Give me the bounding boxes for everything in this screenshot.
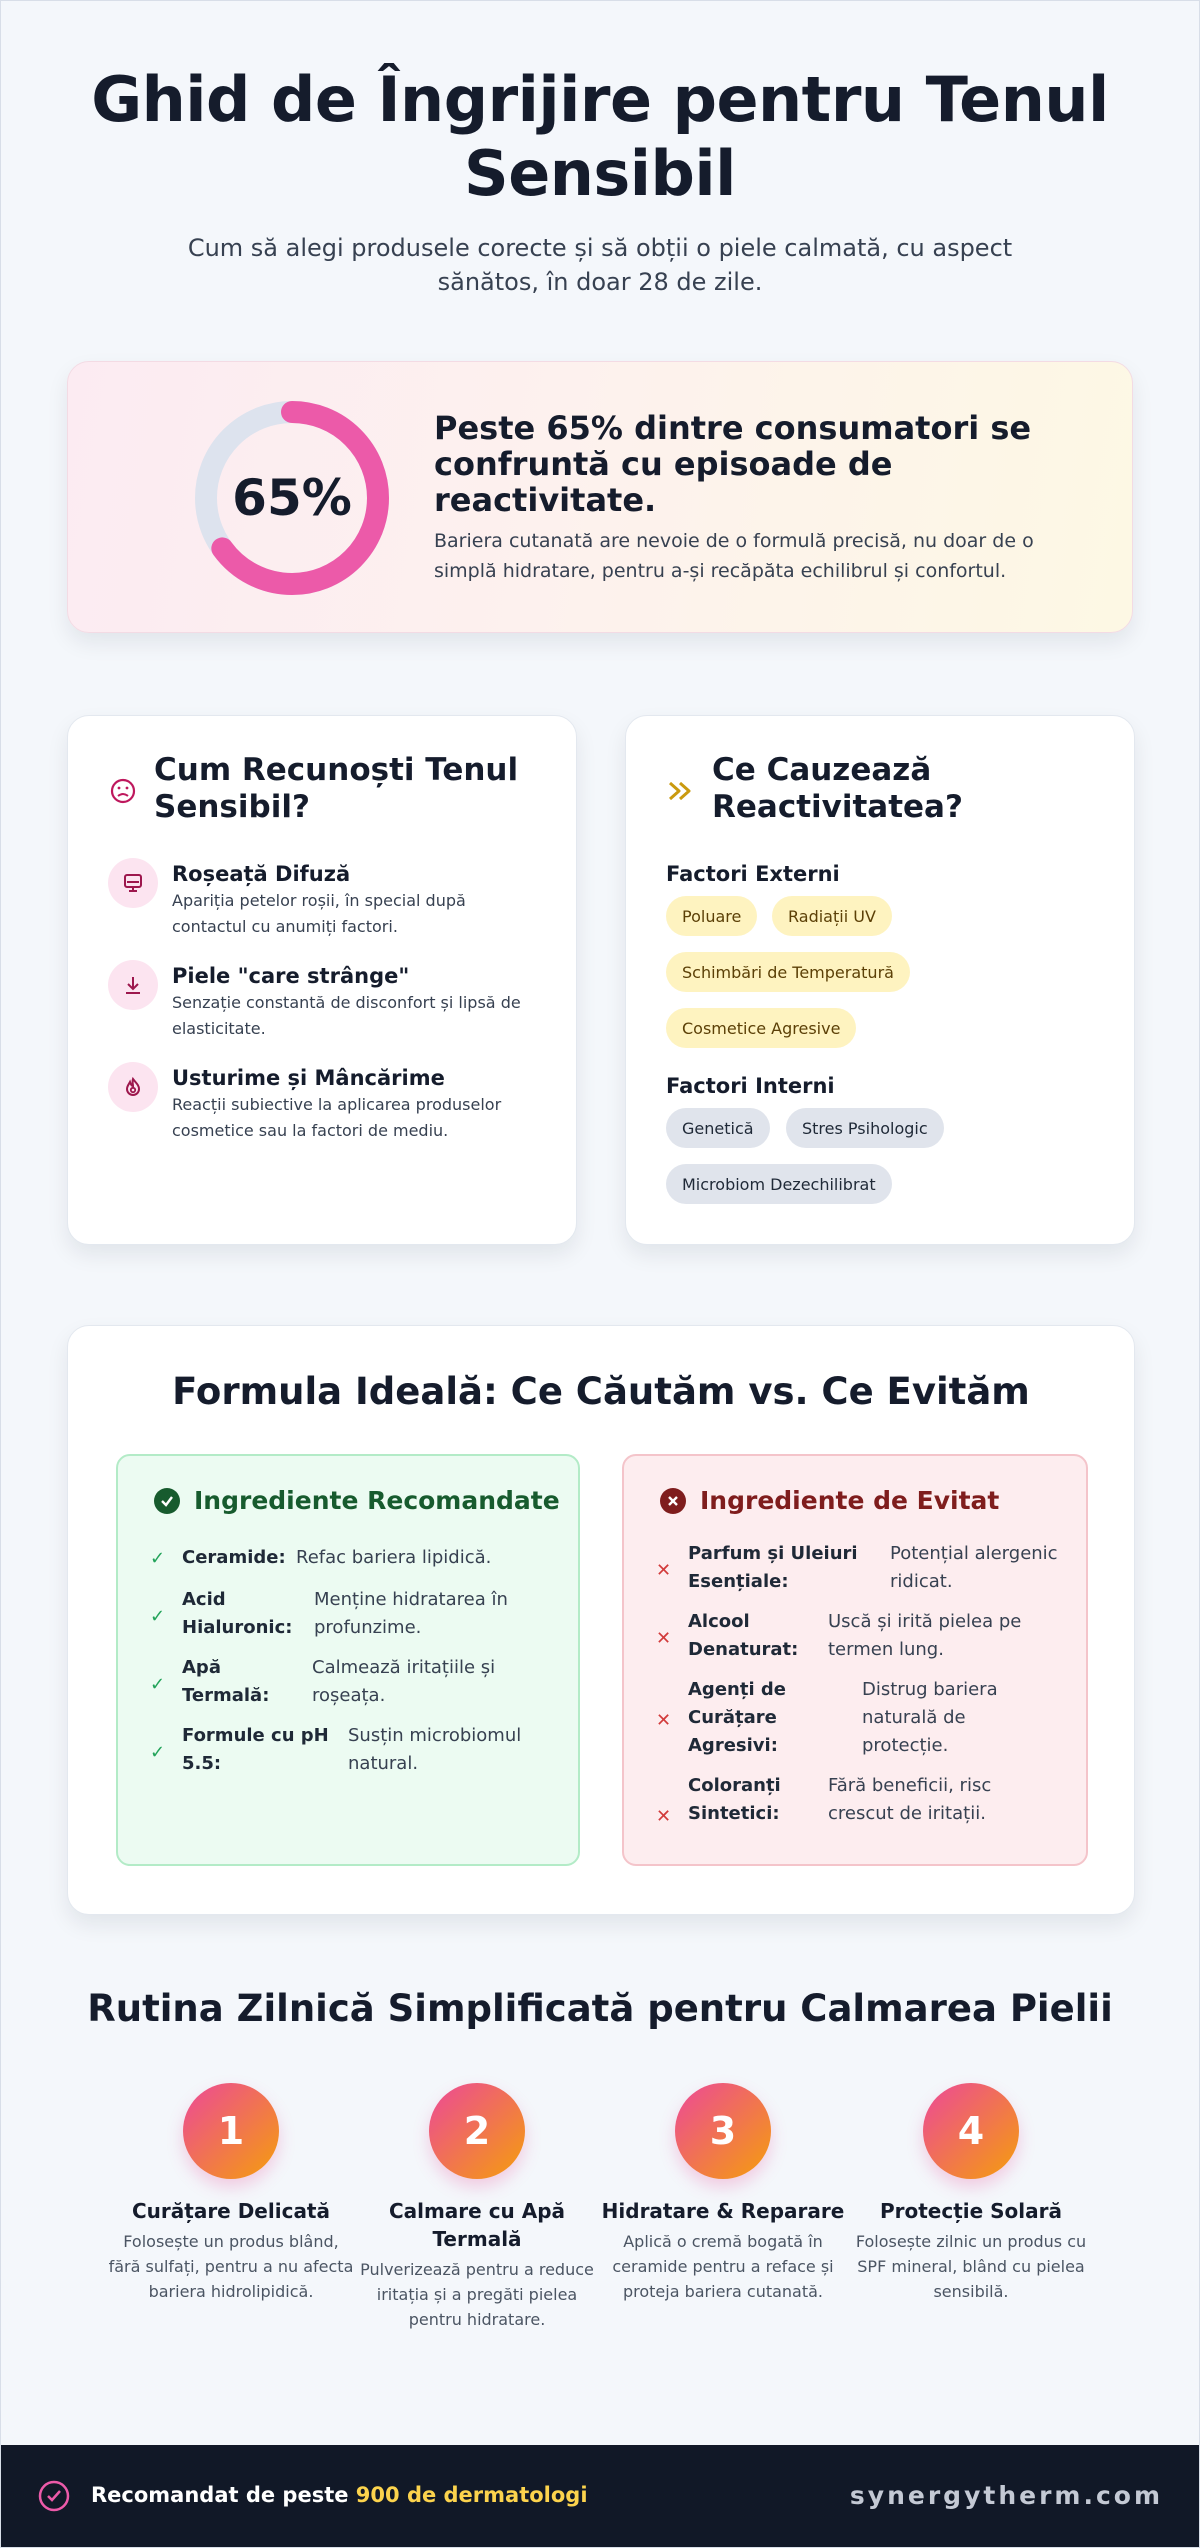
factor-chip: Microbiom Dezechilibrat	[666, 1164, 892, 1204]
symptom-desc: Apariția petelor roșii, în special după contactul cu anumiți factori.	[172, 891, 466, 936]
symptom-title: Piele "care strânge"	[172, 964, 410, 988]
step-desc: Folosește zilnic un produs cu SPF mineral, blând cu pielea sensibilă.	[855, 2232, 1087, 2301]
ingredient-term: Agenți de Curățare Agresivi:	[688, 1679, 786, 1756]
ingredient-term: Acid Hialuronic:	[182, 1589, 293, 1638]
factor-chip: Stres Psihologic	[786, 1108, 944, 1148]
footer	[1, 2445, 1199, 2547]
ingredient-term: Coloranți Sintetici:	[688, 1775, 781, 1824]
check-circle-icon	[154, 1488, 180, 1514]
x-icon: ✕	[656, 1710, 672, 1731]
step-number: 2	[429, 2083, 525, 2179]
internal-factors-heading: Factori Interni	[666, 1074, 835, 1098]
step-title: Protecție Solară	[879, 2199, 1063, 2223]
donut-percent-label: 65%	[232, 469, 352, 527]
check-icon: ✓	[150, 1742, 166, 1763]
factor-chip: Cosmetice Agresive	[666, 1008, 856, 1048]
ingredient-term: Ceramide:	[182, 1547, 286, 1568]
badge-check-icon	[37, 2479, 71, 2513]
stat-body: Bariera cutanată are nevoie de o formulă precisă, nu doar de o simplă hidratare, pentru a-și recăpăta echilibrul și confortul.	[434, 530, 1034, 582]
formula-section	[67, 1325, 1135, 1915]
x-circle-icon	[660, 1488, 686, 1514]
page-title: Ghid de Îngrijire pentru Tenul Sensibil	[91, 63, 1109, 210]
ingredient-def: Refac bariera lipidică.	[296, 1547, 492, 1568]
symptom-title: Roșeață Difuză	[172, 862, 351, 886]
factor-chip: Schimbări de Temperatură	[666, 952, 910, 992]
recommended-panel	[116, 1454, 580, 1866]
step-desc: Folosește un produs blând, fără sulfați, pentru a nu afecta bariera hidrolipidică.	[108, 2232, 354, 2301]
avoid-title: Ingrediente de Evitat	[700, 1486, 1000, 1515]
step-title: Curățare Delicată	[131, 2199, 330, 2223]
double-chevron-icon	[666, 776, 696, 806]
symptom-title: Usturime și Mâncărime	[172, 1066, 445, 1090]
step-number: 4	[923, 2083, 1019, 2179]
symptoms-card	[67, 715, 577, 1245]
x-icon: ✕	[656, 1560, 672, 1581]
stat-headline: Peste 65% dintre consumatori se confruntă cu episoade de reactivitate.	[434, 409, 1032, 519]
infographic-page	[1, 1, 1199, 2547]
step-number: 1	[183, 2083, 279, 2179]
recommendation-prefix: Recomandat de peste	[91, 2483, 356, 2507]
ingredient-term: Parfum și Uleiuri Esențiale:	[688, 1543, 858, 1592]
dermatologist-count: 900 de dermatologi	[355, 2483, 588, 2507]
factor-chip: Genetică	[666, 1108, 770, 1148]
check-icon: ✓	[150, 1674, 166, 1695]
burning-icon	[108, 1062, 158, 1112]
symptom-desc: Reacții subiective la aplicarea produselor cosmetice sau la factori de mediu.	[172, 1095, 502, 1140]
ingredient-def: Susțin microbiomul natural.	[348, 1725, 522, 1774]
ingredient-def: Fără beneficii, risc crescut de iritații.	[828, 1775, 992, 1824]
x-icon: ✕	[656, 1806, 672, 1827]
causes-title: Ce Cauzează Reactivitatea?	[712, 752, 963, 825]
step-desc: Aplică o cremă bogată în ceramide pentru a reface și proteja bariera cutanată.	[612, 2232, 834, 2301]
brand-link[interactable]: synergytherm.com	[849, 2481, 1163, 2510]
recommendation-text	[91, 2483, 588, 2507]
routine-title: Rutina Zilnică Simplificată pentru Calmarea Pielii	[87, 1987, 1113, 2030]
factor-chip: Radiații UV	[772, 896, 892, 936]
causes-card	[625, 715, 1135, 1245]
formula-title: Formula Ideală: Ce Căutăm vs. Ce Evităm	[172, 1370, 1030, 1413]
ingredient-def: Menține hidratarea în profunzime.	[314, 1589, 508, 1638]
page-subtitle: Cum să alegi produsele corecte și să obții o piele calmată, cu aspect sănătos, în doar 28 de zile.	[187, 234, 1013, 296]
redness-icon	[108, 858, 158, 908]
sad-face-icon	[108, 776, 138, 806]
ingredient-term: Formule cu pH 5.5:	[182, 1725, 329, 1774]
stat-card	[67, 361, 1133, 633]
step-desc: Pulverizează pentru a reduce iritația și a pregăti pielea pentru hidratare.	[360, 2260, 594, 2329]
external-factors-heading: Factori Externi	[666, 862, 840, 886]
tight-skin-icon	[108, 960, 158, 1010]
ingredient-term: Apă Termală:	[182, 1657, 270, 1706]
ingredient-def: Potențial alergenic ridicat.	[890, 1543, 1058, 1592]
step-title: Calmare cu Apă Termală	[388, 2199, 566, 2251]
check-icon: ✓	[150, 1606, 166, 1627]
ingredient-term: Alcool Denaturat:	[688, 1611, 799, 1660]
symptoms-title: Cum Recunoști Tenul Sensibil?	[154, 752, 519, 825]
step-title: Hidratare & Reparare	[601, 2199, 845, 2223]
step-number: 3	[675, 2083, 771, 2179]
ingredient-def: Distrug bariera naturală de protecție.	[862, 1679, 998, 1756]
recommended-title: Ingrediente Recomandate	[194, 1486, 560, 1515]
x-icon: ✕	[656, 1628, 672, 1649]
ingredient-def: Uscă și irită pielea pe termen lung.	[828, 1611, 1022, 1660]
symptom-desc: Senzație constantă de disconfort și lipsă de elasticitate.	[172, 993, 521, 1038]
factor-chip: Poluare	[666, 896, 757, 936]
check-icon: ✓	[150, 1548, 166, 1569]
avoid-panel	[622, 1454, 1088, 1866]
ingredient-def: Calmează iritațiile și roșeața.	[312, 1657, 496, 1706]
